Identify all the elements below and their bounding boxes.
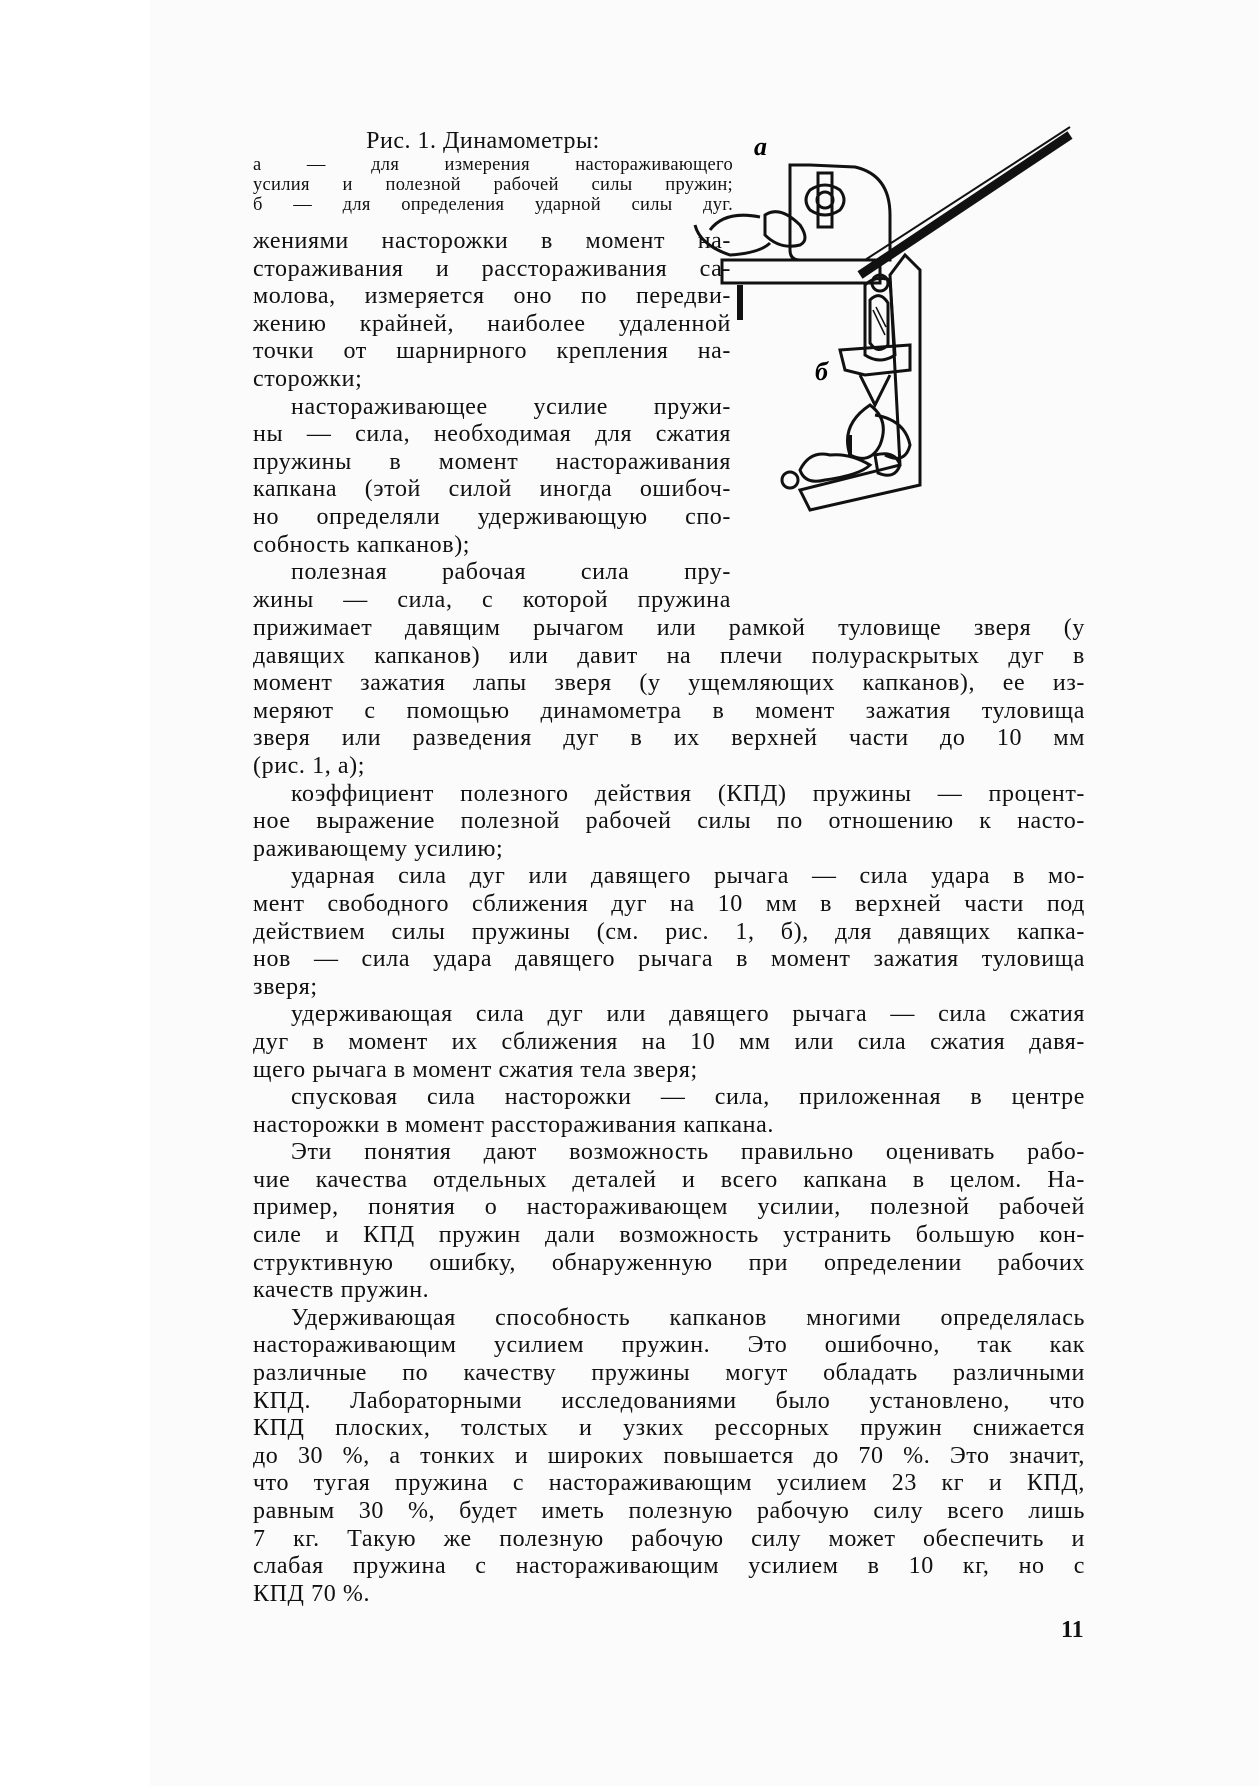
text-line: равным 30 %, будет иметь полезную рабочую силу всего лишь [253, 1498, 1085, 1524]
figure-label-a: а [754, 132, 767, 161]
text-line: точки от шарнирного крепления на- [253, 338, 731, 365]
text-line: настораживающим усилием пружин. Это ошибочно, так как [253, 1332, 1085, 1359]
figure-label-b: б [815, 357, 828, 386]
text-line: удерживающая сила дуг или давящего рычага — сила сжатия [291, 1001, 1085, 1028]
text-line: Удерживающая способность капканов многими определялась [291, 1304, 1085, 1331]
text-line: но определяли удерживающую спо- [253, 503, 731, 530]
caption-title: Рис. 1. Динамометры: [366, 128, 600, 154]
text-line: КПД плоских, толстых и узких рессорных пружин снижается [253, 1415, 1085, 1442]
text-line: жины — сила, с которой пружина [253, 586, 731, 613]
text-line: зверя; [253, 973, 318, 1000]
caption-line: а — для измерения настораживающего [253, 155, 733, 175]
text-line: структивную ошибку, обнаруженную при определении рабочих [253, 1249, 1085, 1276]
text-line: Эти понятия дают возможность правильно оценивать рабо- [291, 1139, 1085, 1166]
text-line: ударная сила дуг или давящего рычага — сила удара в мо- [291, 863, 1085, 890]
text-block-wide [253, 615, 1085, 1608]
text-line: стораживания и расстораживания са- [253, 255, 731, 282]
text-line: нов — сила удара давящего рычага в момент зажатия туловища [253, 946, 1085, 973]
text-line: жениями насторожки в момент на- [253, 228, 731, 254]
text-line: спусковая сила насторожки — сила, приложенная в центре [291, 1084, 1085, 1111]
text-line: пример, понятия о настораживающем усилии, полезной рабочей [253, 1194, 1085, 1221]
text-line: собность капканов); [253, 531, 471, 558]
text-line: сторожки; [253, 365, 363, 392]
text-line: настораживающее усилие пружи- [291, 393, 731, 420]
text-block-narrow [253, 228, 731, 614]
text-line: слабая пружина с настораживающим усилием в 10 кг, но с [253, 1553, 1085, 1580]
text-line: полезная рабочая сила пру- [291, 559, 731, 586]
text-line: насторожки в момент расстораживания капкана. [253, 1111, 774, 1138]
dynamometer-b-drawing [782, 255, 920, 510]
text-line: (рис. 1, а); [253, 752, 366, 779]
text-line: качеств пружин. [253, 1277, 430, 1304]
figure-caption [253, 128, 733, 215]
text-line: что тугая пружина с настораживающим усилием 23 кг и КПД, [253, 1470, 1085, 1497]
text-line: силе и КПД пружин дали возможность устранить большую кон- [253, 1222, 1085, 1249]
text-line: чие качества отдельных деталей и всего капкана в целом. На- [253, 1166, 1085, 1193]
text-line: молова, измеряется оно по передви- [253, 283, 731, 310]
text-line: пружины в момент настораживания [253, 448, 731, 475]
text-line: ное выражение полезной рабочей силы по отношению к насто- [253, 808, 1085, 835]
text-line: до 30 %, а тонких и широких повышается до 70 %. Это значит, [253, 1442, 1085, 1469]
dynamometer-figure [754, 132, 1100, 585]
text-line: ны — сила, необходимая для сжатия [253, 421, 731, 448]
text-line: прижимает давящим рычагом или рамкой туловище зверя (у [253, 615, 1085, 641]
page-number: 11 [1061, 1617, 1084, 1643]
text-line: мент свободного сближения дуг на 10 мм в верхней части под [253, 890, 1085, 917]
text-line: дуг в момент их сближения на 10 мм или сила сжатия давя- [253, 1028, 1085, 1055]
text-line: коэффициент полезного действия (КПД) пружины — процент- [291, 780, 1085, 807]
text-line: щего рычага в момент сжатия тела зверя; [253, 1056, 698, 1083]
text-line: различные по качеству пружины могут обладать различными [253, 1360, 1085, 1387]
text-line: капкана (этой силой иногда ошибоч- [253, 476, 731, 503]
text-line: давящих капканов) или давит на плечи полураскрытых дуг в [253, 642, 1085, 669]
text-line: жению крайней, наиболее удаленной [253, 310, 731, 337]
caption-line: б — для определения ударной силы дуг. [253, 195, 733, 215]
text-line: действием силы пружины (см. рис. 1, б), для давящих капка- [253, 918, 1085, 945]
text-line: раживающему усилию; [253, 835, 504, 862]
caption-line: усилия и полезной рабочей силы пружин; [253, 175, 733, 195]
text-line: КПД 70 %. [253, 1580, 371, 1607]
text-line: 7 кг. Такую же полезную рабочую силу может обеспечить и [253, 1525, 1085, 1552]
text-line: момент зажатия лапы зверя (у ущемляющих капканов), ее из- [253, 670, 1085, 697]
text-line: зверя или разведения дуг в их верхней части до 10 мм [253, 725, 1085, 752]
text-line: меряют с помощью динамометра в момент зажатия туловища [253, 697, 1085, 724]
text-line: КПД. Лабораторными исследованиями было установлено, что [253, 1387, 1085, 1414]
